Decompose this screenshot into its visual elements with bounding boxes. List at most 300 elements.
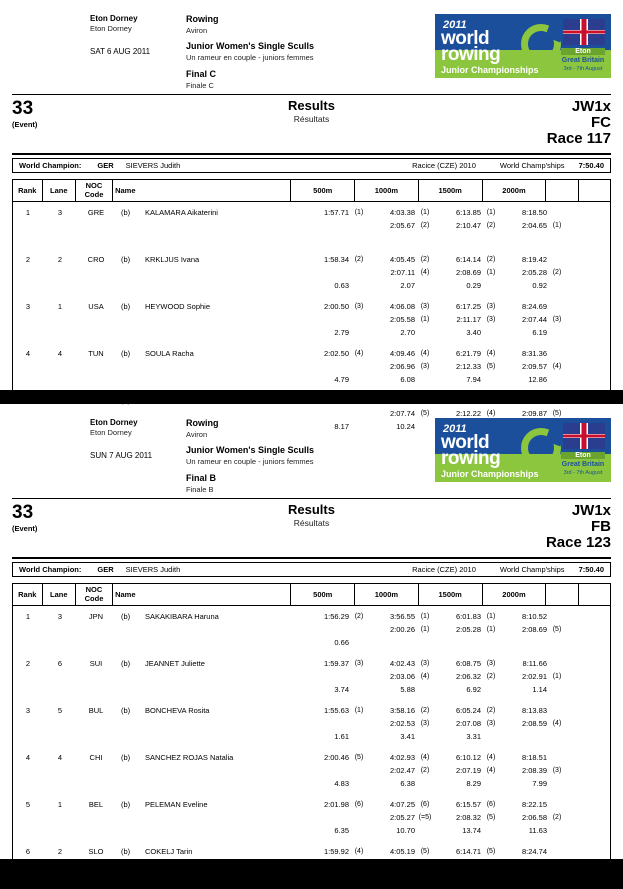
split-cell: [501, 858, 567, 871]
noc-code: SLO: [88, 846, 104, 856]
margin-cell: [369, 636, 435, 649]
split-position: [547, 751, 567, 764]
split-time: 8:13.83: [521, 705, 547, 715]
split-position: (2): [354, 612, 364, 620]
split-position: (6): [552, 860, 562, 868]
split-position: [547, 300, 567, 313]
split-position: [547, 253, 567, 266]
split-position: [349, 717, 369, 730]
margin-spacer: [349, 730, 369, 743]
margin-spacer: [349, 232, 369, 245]
table-row: [13, 700, 610, 747]
world-champion-bar: [12, 158, 611, 173]
table-header-row: [13, 583, 611, 605]
bow-marker: (b): [121, 254, 131, 264]
world-champion-time: 7:50.40: [578, 160, 604, 170]
split-cell: [435, 219, 501, 232]
logo-word-world: world: [441, 432, 490, 453]
split-time: [303, 858, 349, 871]
split-time: 8:19.42: [521, 254, 547, 264]
row-end: [567, 266, 610, 279]
blank-cell: [115, 670, 303, 683]
row-line-splits: [13, 845, 610, 858]
athlete-name: JEANNET Juliette: [145, 658, 205, 668]
split-time: 1:59.92: [323, 846, 349, 856]
race-date: SUN 7 AUG 2011: [90, 451, 153, 461]
split-cell: [303, 266, 369, 279]
athlete-name: HEYWOOD Sophie: [145, 301, 211, 311]
blank-cell: [77, 824, 115, 837]
split-cell: [369, 347, 435, 360]
split-time: 2:10.03: [521, 859, 547, 869]
margin-value: 6.19: [532, 327, 547, 337]
results-table: [12, 583, 611, 606]
world-champion-location: Racice (CZE) 2010: [412, 564, 476, 574]
blank-cell: [77, 373, 115, 386]
margin-cell: [501, 730, 567, 743]
blank-cell: [77, 717, 115, 730]
race-number: Race 117: [546, 129, 611, 147]
split-position: (2): [420, 706, 430, 714]
margin-spacer: [481, 730, 501, 743]
split-position: (2): [486, 255, 496, 263]
lane: 1: [57, 301, 63, 311]
noc-code: SUI: [89, 658, 103, 668]
split-time: [303, 717, 349, 730]
split-time: [303, 623, 349, 636]
split-time: 2:02.50: [323, 348, 349, 358]
split-time: 2:05.28: [521, 267, 547, 277]
split-time: 2:09.87: [521, 408, 547, 418]
logo-eton-label: Eton: [561, 452, 605, 459]
title-divider: [12, 153, 611, 155]
row-line-splits: [13, 300, 610, 313]
split-position: (=5): [418, 813, 432, 821]
boat-class: JW1x: [571, 502, 611, 520]
blank-cell: [13, 858, 43, 871]
row-line-splits: [13, 394, 610, 407]
row-line-margins: [13, 636, 610, 649]
venue-name-alt: Eton Dorney: [90, 24, 132, 33]
row-line-margins: [13, 824, 610, 837]
margin-cell: [369, 232, 435, 245]
blank-cell: [43, 313, 77, 326]
row-end: [567, 871, 610, 884]
split-time: 4:02.43: [389, 658, 415, 668]
blank-cell: [115, 373, 303, 386]
split-time: 4:05.19: [389, 846, 415, 856]
split-cell: [303, 300, 369, 313]
split-time: 2:07.08: [455, 718, 481, 728]
athlete-name-cell: [115, 704, 303, 717]
logo-word-rowing: rowing: [441, 44, 501, 65]
split-time: 2:06.96: [389, 361, 415, 371]
blank-cell: [13, 871, 43, 884]
margin-value: [435, 636, 481, 649]
split-time: 2:05.27: [389, 812, 415, 822]
event-number: 33: [12, 98, 34, 120]
blank-cell: [43, 777, 77, 790]
union-jack-flag-icon: [563, 423, 605, 449]
split-time: 6:01.83: [455, 611, 481, 621]
venue-block: [12, 418, 182, 461]
split-cell: [435, 206, 501, 219]
title-divider: [12, 557, 611, 559]
rank: 4: [25, 348, 31, 358]
round-name: Final C: [186, 68, 217, 79]
split-position: (1): [552, 221, 562, 229]
split-cell: [501, 751, 567, 764]
split-position: (4): [552, 362, 562, 370]
results-title-block: [192, 503, 431, 527]
split-cell: [501, 811, 567, 824]
margin-spacer: [349, 636, 369, 649]
split-time: 2:07.19: [455, 765, 481, 775]
event-block: [182, 418, 435, 494]
split-position: [349, 360, 369, 373]
margin-value: [369, 636, 415, 649]
split-position: (5): [420, 847, 430, 855]
split-cell: [435, 845, 501, 858]
margin-cell: [501, 824, 567, 837]
blank-cell: [13, 764, 43, 777]
results-title-fr: Résultats: [293, 517, 330, 528]
athlete-name: KALAMARA Aikaterini: [145, 207, 218, 217]
margin-spacer: [547, 232, 567, 245]
margin-spacer: [547, 279, 567, 292]
rank: 3: [25, 705, 31, 715]
column-header-1500m: 1500m: [418, 179, 482, 201]
margin-value: 8.29: [466, 778, 481, 788]
margin-value: 6.35: [334, 825, 349, 835]
margin-value: 2.07: [400, 280, 415, 290]
noc-code: EST: [88, 395, 104, 405]
row-end: [567, 670, 610, 683]
split-cell: [303, 670, 369, 683]
blank-cell: [43, 360, 77, 373]
split-time: [303, 219, 349, 232]
margin-cell: [369, 871, 435, 884]
split-position: (2): [420, 255, 430, 263]
row-end: [567, 373, 610, 386]
split-time: 1:58.34: [323, 254, 349, 264]
sheet-header: [12, 8, 611, 92]
split-cell: [435, 253, 501, 266]
split-cell: [303, 798, 369, 811]
split-time: 4:09.46: [389, 348, 415, 358]
blank-cell: [13, 219, 43, 232]
split-cell: [501, 623, 567, 636]
margin-value: 3.31: [466, 731, 481, 741]
blank-cell: [77, 764, 115, 777]
event-number-block: [12, 503, 192, 533]
split-cell: [303, 360, 369, 373]
race-code-block: [431, 99, 611, 146]
bow-marker: (b): [121, 752, 131, 762]
split-position: (6): [486, 800, 496, 808]
column-header-extra-2: [578, 583, 610, 605]
split-time: 8:10.52: [521, 611, 547, 621]
split-time: 4:07.25: [389, 799, 415, 809]
split-position: (4): [420, 349, 430, 357]
column-header-2000m: 2000m: [482, 583, 546, 605]
round-name-fr: Finale C: [186, 80, 214, 90]
column-header-extra-1: [546, 583, 578, 605]
split-position: [547, 610, 567, 623]
row-end: [567, 751, 610, 764]
margin-value: 0.29: [466, 280, 481, 290]
split-cell: [303, 623, 369, 636]
split-cell: [501, 253, 567, 266]
row-line-margins: [13, 279, 610, 292]
split-cell: [369, 300, 435, 313]
split-time: 8:24.74: [521, 846, 547, 856]
blank-cell: [115, 360, 303, 373]
split-position: (3): [420, 659, 430, 667]
margin-cell: [435, 279, 501, 292]
row-line-splits: [13, 347, 610, 360]
sport-name: Rowing: [186, 418, 219, 428]
athlete-name-cell: [115, 657, 303, 670]
event-number-label: (Event): [12, 524, 38, 534]
margin-cell: [435, 871, 501, 884]
split-cell: [435, 717, 501, 730]
blank-cell: [115, 313, 303, 326]
split-time: 2:08.39: [521, 765, 547, 775]
round-name-fr: Finale B: [186, 484, 214, 494]
split-position: (4): [486, 753, 496, 761]
margin-spacer: [481, 636, 501, 649]
split-time: 2:01.98: [323, 799, 349, 809]
row-end: [567, 300, 610, 313]
blank-cell: [43, 219, 77, 232]
row-line-splits: [13, 610, 610, 623]
margin-spacer: [481, 683, 501, 696]
split-time: [303, 670, 349, 683]
athlete-name-cell: [115, 798, 303, 811]
results-title-block: [192, 99, 431, 123]
blank-cell: [115, 623, 303, 636]
split-time: 6:21.79: [455, 348, 481, 358]
split-position: (3): [552, 766, 562, 774]
margin-value: 0.63: [334, 280, 349, 290]
margin-spacer: [415, 777, 435, 790]
split-position: (=5): [418, 860, 432, 868]
blank-cell: [13, 730, 43, 743]
split-time: 8:11.66: [522, 658, 547, 668]
split-time: 4:03.38: [389, 207, 415, 217]
blank-cell: [77, 730, 115, 743]
column-header-rank: Rank: [13, 583, 43, 605]
split-time: 1:56.29: [323, 611, 349, 621]
title-row: [12, 499, 611, 554]
split-cell: [435, 751, 501, 764]
margin-value: 10.70: [396, 825, 415, 835]
round-code: FB: [591, 518, 611, 536]
split-cell: [501, 360, 567, 373]
margin-cell: [501, 232, 567, 245]
split-time: [303, 764, 349, 777]
results-body-2: [12, 606, 611, 889]
world-champion-name: SIEVERS Judith: [125, 564, 181, 574]
athlete-name: SANCHEZ ROJAS Natalia: [145, 752, 234, 762]
world-champion-competition: World Champ'ships: [499, 564, 565, 574]
split-position: [547, 347, 567, 360]
split-cell: [435, 623, 501, 636]
split-cell: [501, 206, 567, 219]
margin-cell: [303, 232, 369, 245]
split-position: [349, 858, 369, 871]
row-line-section-times: [13, 764, 610, 777]
margin-spacer: [481, 777, 501, 790]
world-champion-location: Racice (CZE) 2010: [412, 160, 476, 170]
margin-value: [501, 636, 547, 649]
venue-name: Eton Dorney: [90, 14, 138, 23]
split-cell: [501, 845, 567, 858]
rank: 5: [25, 395, 31, 405]
split-cell: [303, 657, 369, 670]
row-line-margins: [13, 326, 610, 339]
split-time: 1:55.63: [323, 705, 349, 715]
margin-value: 7.99: [532, 778, 547, 788]
sheet-header: [12, 412, 611, 496]
split-cell: [501, 670, 567, 683]
union-jack-flag-icon: [563, 19, 605, 45]
row-line-splits: [13, 751, 610, 764]
split-time: 2:02.53: [389, 718, 415, 728]
blank-cell: [13, 636, 43, 649]
event-number: 33: [12, 502, 34, 524]
athlete-name: JOUMEES Marta: [145, 395, 203, 405]
row-end: [567, 360, 610, 373]
split-time: 4:02.93: [389, 752, 415, 762]
column-header-name: Name: [113, 583, 291, 605]
rank: 6: [25, 846, 31, 856]
margin-spacer: [415, 232, 435, 245]
athlete-name-cell: [115, 206, 303, 219]
event-number-block: [12, 99, 192, 129]
lane: 2: [57, 254, 63, 264]
split-position: [547, 704, 567, 717]
split-position: (5): [552, 625, 562, 633]
row-line-section-times: [13, 670, 610, 683]
split-cell: [435, 657, 501, 670]
athlete-name: COKELJ Tarin: [145, 846, 193, 856]
blank-cell: [13, 717, 43, 730]
results-title: Results: [288, 502, 335, 518]
blank-cell: [13, 824, 43, 837]
split-cell: [501, 300, 567, 313]
split-cell: [435, 811, 501, 824]
athlete-name: SOULA Racha: [145, 348, 194, 358]
column-header-noc-code: NOC Code: [75, 179, 112, 201]
blank-cell: [115, 858, 303, 871]
row-line-splits: [13, 206, 610, 219]
lane: 5: [57, 705, 63, 715]
margin-value: 0.92: [532, 280, 547, 290]
split-position: (3): [486, 659, 496, 667]
split-time: 2:05.67: [389, 220, 415, 230]
split-time: 4:06.08: [389, 301, 415, 311]
margin-spacer: [349, 824, 369, 837]
split-position: (3): [486, 315, 496, 323]
split-cell: [303, 394, 369, 407]
margin-value: 0.66: [334, 637, 349, 647]
row-line-margins: [13, 373, 610, 386]
split-cell: [435, 858, 501, 871]
row-end: [567, 610, 610, 623]
column-header-lane: Lane: [42, 583, 75, 605]
split-time: 2:03.06: [389, 671, 415, 681]
world-rowing-logo: [435, 14, 611, 78]
split-position: (4): [486, 766, 496, 774]
split-time: 6:17.25: [455, 301, 481, 311]
split-cell: [501, 657, 567, 670]
margin-value: 7.94: [466, 374, 481, 384]
split-time: 6:13.85: [455, 207, 481, 217]
split-time: 3:56.55: [389, 611, 415, 621]
split-cell: [501, 764, 567, 777]
row-end: [567, 219, 610, 232]
margin-spacer: [349, 279, 369, 292]
split-cell: [435, 313, 501, 326]
row-end: [567, 717, 610, 730]
split-position: [547, 798, 567, 811]
logo-year: 2011: [443, 19, 467, 31]
blank-cell: [13, 326, 43, 339]
split-position: (1): [354, 208, 364, 216]
row-end: [567, 764, 610, 777]
logo-word-junior-championships: Junior Championships: [441, 469, 539, 479]
column-header-1000m: 1000m: [355, 583, 419, 605]
split-cell: [369, 219, 435, 232]
blank-cell: [43, 858, 77, 871]
split-cell: [501, 347, 567, 360]
split-time: [303, 811, 349, 824]
row-end: [567, 253, 610, 266]
split-time: 8:22.15: [521, 799, 547, 809]
split-position: (6): [354, 800, 364, 808]
margin-value: 3.41: [400, 731, 415, 741]
margin-spacer: [481, 279, 501, 292]
event-block: [182, 14, 435, 90]
split-cell: [303, 811, 369, 824]
split-position: [349, 266, 369, 279]
results-table: [12, 179, 611, 202]
bow-marker: (b): [121, 395, 131, 405]
split-time: 1:57.71: [323, 207, 349, 217]
split-time: [303, 266, 349, 279]
table-row: [13, 343, 610, 390]
split-time: 6:10.12: [455, 752, 481, 762]
bow-marker: (b): [121, 658, 131, 668]
split-cell: [369, 360, 435, 373]
row-end: [567, 777, 610, 790]
split-position: (4): [552, 719, 562, 727]
split-cell: [303, 764, 369, 777]
split-position: (4): [486, 349, 496, 357]
blank-cell: [13, 360, 43, 373]
margin-value: 3.40: [466, 327, 481, 337]
column-header-500m: 500m: [291, 179, 355, 201]
split-cell: [435, 704, 501, 717]
split-cell: [501, 266, 567, 279]
split-cell: [435, 610, 501, 623]
row-end: [567, 232, 610, 245]
split-time: [303, 313, 349, 326]
split-position: (4): [420, 672, 430, 680]
noc-code: JPN: [88, 611, 104, 621]
